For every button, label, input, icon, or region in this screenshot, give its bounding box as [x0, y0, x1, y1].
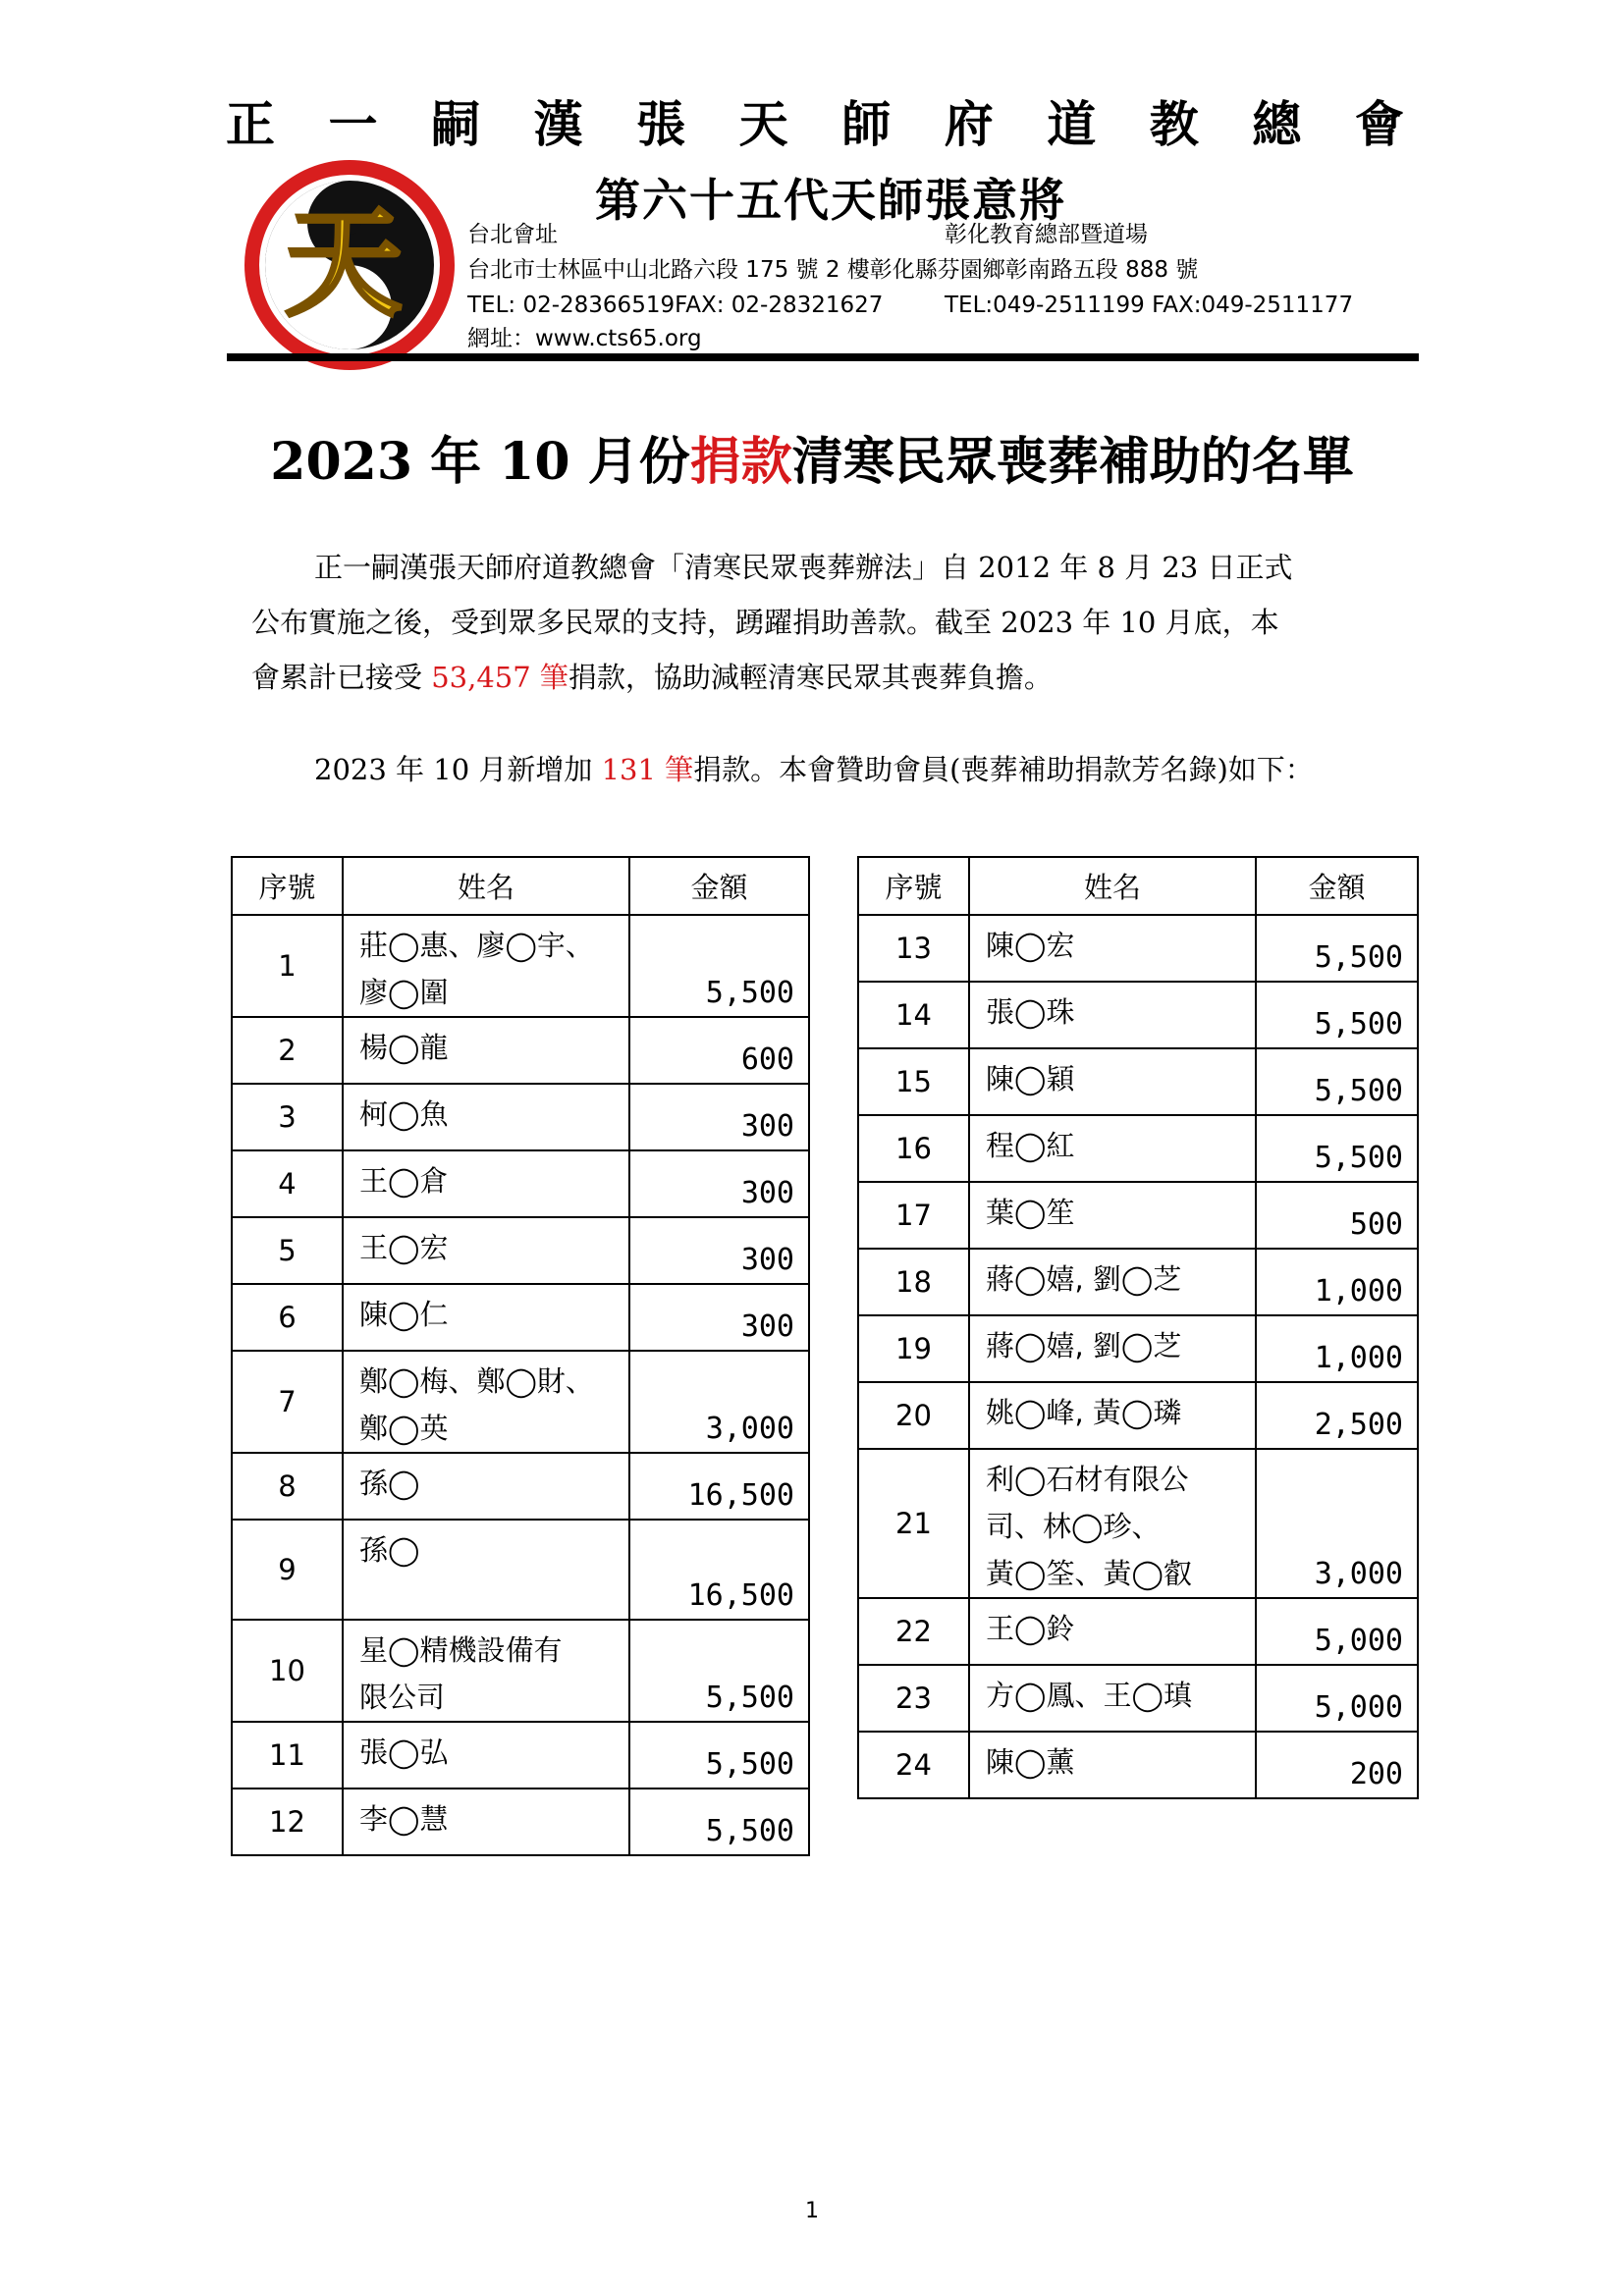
- taiji-logo: [242, 157, 458, 373]
- org-title-char: 師: [841, 96, 892, 153]
- row-name-line: 陳◯仁: [359, 1298, 449, 1331]
- row-seq: 14: [858, 982, 969, 1048]
- row-name-line: 星◯精機設備有: [359, 1633, 563, 1667]
- table-row: [858, 1449, 1418, 1598]
- row-amount: 1,000: [1256, 1249, 1418, 1315]
- row-name: [969, 1598, 1256, 1665]
- row-amount: 300: [629, 1217, 809, 1284]
- header-amount: 金額: [629, 857, 809, 915]
- org-title-char: 道: [1047, 96, 1097, 153]
- row-seq: 12: [232, 1789, 343, 1855]
- table-header-row: [232, 857, 809, 915]
- row-name-line: 陳◯薰: [986, 1745, 1075, 1779]
- row-amount: 16,500: [629, 1520, 809, 1620]
- row-name-line: 方◯鳳、王◯瑱: [986, 1679, 1192, 1712]
- table-row: [858, 915, 1418, 982]
- row-amount: 500: [1256, 1182, 1418, 1249]
- row-seq: 20: [858, 1382, 969, 1449]
- row-seq: 4: [232, 1150, 343, 1217]
- org-title-char: 漢: [533, 96, 583, 153]
- table-header-row: [858, 857, 1418, 915]
- row-seq: 7: [232, 1351, 343, 1453]
- row-name: [969, 1048, 1256, 1115]
- intro-paragraph: [251, 540, 1390, 705]
- row-name-line: 李◯慧: [359, 1802, 449, 1836]
- row-name-line: 王◯鈴: [986, 1612, 1075, 1645]
- row-seq: 2: [232, 1017, 343, 1084]
- table-row: [232, 915, 809, 1017]
- intro-line-3-end: 捐款，協助減輕清寒民眾其喪葬負擔。: [568, 661, 1053, 694]
- row-amount: 1,000: [1256, 1315, 1418, 1382]
- row-amount: 5,500: [629, 1722, 809, 1789]
- row-seq: 11: [232, 1722, 343, 1789]
- row-name: [343, 1520, 629, 1620]
- header-seq: 序號: [858, 857, 969, 915]
- table-row: [858, 1382, 1418, 1449]
- row-amount: 16,500: [629, 1453, 809, 1520]
- intro-line-3-text: 會累計已接受: [251, 661, 432, 694]
- donor-table-right: [857, 856, 1419, 1799]
- row-amount: 5,500: [629, 1620, 809, 1722]
- header-divider: [227, 353, 1419, 361]
- summary-end: 捐款。本會贊助會員(喪葬補助捐款芳名錄)如下：: [693, 753, 1314, 786]
- title-highlight: 捐款: [689, 432, 792, 492]
- row-name: [343, 1284, 629, 1351]
- row-amount: 5,500: [1256, 915, 1418, 982]
- row-amount: 600: [629, 1017, 809, 1084]
- table-row: [858, 1048, 1418, 1115]
- row-name-line: 程◯紅: [986, 1129, 1075, 1162]
- row-seq: 19: [858, 1315, 969, 1382]
- row-seq: 21: [858, 1449, 969, 1598]
- row-seq: 9: [232, 1520, 343, 1620]
- row-name: [343, 915, 629, 1017]
- table-row: [232, 1620, 809, 1722]
- row-name-line: 莊◯惠、廖◯宇、: [359, 929, 594, 962]
- row-name: [343, 1620, 629, 1722]
- row-seq: 24: [858, 1732, 969, 1798]
- table-row: [858, 1115, 1418, 1182]
- logo-character: 天: [285, 194, 403, 333]
- table-row: [858, 982, 1418, 1048]
- table-row: [858, 1732, 1418, 1798]
- row-seq: 3: [232, 1084, 343, 1150]
- row-amount: 200: [1256, 1732, 1418, 1798]
- intro-line-3: [251, 650, 1390, 705]
- row-name: [969, 1115, 1256, 1182]
- table-row: [232, 1453, 809, 1520]
- org-title-char: 張: [636, 96, 686, 153]
- header-name: 姓名: [969, 857, 1256, 915]
- celestial-master-name: 第六十五代天師張意將: [595, 174, 1066, 227]
- row-name-line: 鄭◯梅、鄭◯財、: [359, 1364, 594, 1398]
- row-name-line: 柯◯魚: [359, 1097, 449, 1131]
- org-title-char: 總: [1252, 96, 1302, 153]
- org-title-char: 教: [1149, 96, 1199, 153]
- row-seq: 10: [232, 1620, 343, 1722]
- table-row: [232, 1217, 809, 1284]
- row-amount: 5,500: [629, 1789, 809, 1855]
- row-name-line: 姚◯峰, 黃◯璘: [986, 1396, 1182, 1429]
- donor-table-left: [231, 856, 810, 1856]
- row-amount: 5,000: [1256, 1598, 1418, 1665]
- table-row: [232, 1789, 809, 1855]
- row-amount: 300: [629, 1150, 809, 1217]
- row-amount: 300: [629, 1084, 809, 1150]
- row-amount: 5,500: [1256, 982, 1418, 1048]
- row-name: [969, 915, 1256, 982]
- row-amount: 5,500: [629, 915, 809, 1017]
- table-row: [232, 1084, 809, 1150]
- row-name: [969, 1665, 1256, 1732]
- table-row: [858, 1182, 1418, 1249]
- row-name-line: 孫◯: [359, 1467, 420, 1500]
- row-seq: 1: [232, 915, 343, 1017]
- total-donation-count: 53,457 筆: [431, 661, 568, 694]
- taipei-office-label: 台北會址: [467, 222, 558, 247]
- monthly-donation-count: 131 筆: [601, 753, 694, 786]
- row-name-line: 限公司: [359, 1681, 446, 1714]
- row-name-line: 王◯宏: [359, 1231, 449, 1264]
- row-name-line: 鄭◯英: [359, 1412, 449, 1445]
- website-line: 網址：www.cts65.org: [467, 326, 702, 351]
- row-amount: 2,500: [1256, 1382, 1418, 1449]
- changhua-office-label: 彰化教育總部暨道場: [945, 222, 1148, 247]
- summary-text: 2023 年 10 月新增加: [314, 753, 602, 786]
- table-row: [232, 1284, 809, 1351]
- row-amount: 5,500: [1256, 1115, 1418, 1182]
- row-name: [969, 1249, 1256, 1315]
- table-row: [858, 1249, 1418, 1315]
- row-amount: 5,000: [1256, 1665, 1418, 1732]
- org-title-char: 正: [226, 96, 275, 153]
- row-name-line: 黃◯筌、黃◯叡: [986, 1557, 1192, 1590]
- changhua-phone-fax: TEL:049-2511199 FAX:049-2511177: [945, 293, 1354, 318]
- row-name: [969, 1182, 1256, 1249]
- row-name: [343, 1453, 629, 1520]
- row-name-line: 張◯珠: [986, 995, 1075, 1029]
- row-seq: 18: [858, 1249, 969, 1315]
- header-seq: 序號: [232, 857, 343, 915]
- row-name-line: 陳◯宏: [986, 929, 1075, 962]
- row-name: [343, 1150, 629, 1217]
- document-title: [0, 420, 1624, 494]
- row-name: [343, 1722, 629, 1789]
- row-name-line: 陳◯穎: [986, 1062, 1075, 1095]
- row-seq: 8: [232, 1453, 343, 1520]
- intro-line-2: 公布實施之後，受到眾多民眾的支持，踴躍捐助善款。截至 2023 年 10 月底，本: [251, 606, 1279, 639]
- row-name-line: 廖◯圍: [359, 976, 449, 1009]
- row-seq: 15: [858, 1048, 969, 1115]
- row-amount: 3,000: [1256, 1449, 1418, 1598]
- org-title-char: 天: [738, 96, 788, 153]
- row-seq: 13: [858, 915, 969, 982]
- row-name-line: 司、林◯珍、: [986, 1510, 1161, 1543]
- row-seq: 22: [858, 1598, 969, 1665]
- intro-line-1: 正一嗣漢張天師府道教總會「清寒民眾喪葬辦法」自 2012 年 8 月 23 日正式: [314, 551, 1293, 584]
- summary-line: [251, 742, 1453, 797]
- table-row: [232, 1520, 809, 1620]
- row-name: [343, 1084, 629, 1150]
- table-row: [232, 1150, 809, 1217]
- table-row: [858, 1598, 1418, 1665]
- row-name-line: 王◯倉: [359, 1164, 449, 1198]
- row-name: [969, 1315, 1256, 1382]
- row-name-line: 蔣◯嬉, 劉◯芝: [986, 1329, 1182, 1362]
- org-title-char: 會: [1354, 96, 1404, 153]
- title-suffix: 清寒民眾喪葬補助的名單: [791, 432, 1354, 492]
- org-title-char: 一: [328, 96, 378, 153]
- title-prefix: 2023 年 10 月份: [270, 432, 690, 492]
- row-name: [343, 1351, 629, 1453]
- row-amount: 5,500: [1256, 1048, 1418, 1115]
- row-seq: 23: [858, 1665, 969, 1732]
- row-name-line: 葉◯笙: [986, 1196, 1075, 1229]
- row-seq: 6: [232, 1284, 343, 1351]
- table-row: [232, 1351, 809, 1453]
- table-row: [232, 1017, 809, 1084]
- row-name: [343, 1789, 629, 1855]
- row-name: [969, 1449, 1256, 1598]
- page-number: 1: [805, 2199, 819, 2223]
- row-name: [343, 1217, 629, 1284]
- row-name: [969, 1732, 1256, 1798]
- row-name: [969, 1382, 1256, 1449]
- header-name: 姓名: [343, 857, 629, 915]
- taipei-phone-fax: TEL: 02-28366519FAX: 02-28321627: [467, 293, 884, 318]
- header-amount: 金額: [1256, 857, 1418, 915]
- row-name: [343, 1017, 629, 1084]
- row-name-line: 利◯石材有限公: [986, 1463, 1189, 1496]
- row-seq: 5: [232, 1217, 343, 1284]
- row-seq: 17: [858, 1182, 969, 1249]
- org-title-char: 府: [944, 96, 994, 153]
- row-amount: 300: [629, 1284, 809, 1351]
- row-name-line: 蔣◯嬉, 劉◯芝: [986, 1262, 1182, 1296]
- table-row: [858, 1665, 1418, 1732]
- organization-title: [226, 86, 1404, 155]
- row-amount: 3,000: [629, 1351, 809, 1453]
- table-row: [232, 1722, 809, 1789]
- row-seq: 16: [858, 1115, 969, 1182]
- org-title-char: 嗣: [431, 96, 481, 153]
- table-row: [858, 1315, 1418, 1382]
- row-name-line: 楊◯龍: [359, 1031, 449, 1064]
- row-name-line: 孫◯: [359, 1533, 420, 1567]
- row-name: [969, 982, 1256, 1048]
- row-name-line: 張◯弘: [359, 1735, 449, 1769]
- addresses-line: 台北市士林區中山北路六段 175 號 2 樓彰化縣芬園鄉彰南路五段 888 號: [467, 257, 1199, 283]
